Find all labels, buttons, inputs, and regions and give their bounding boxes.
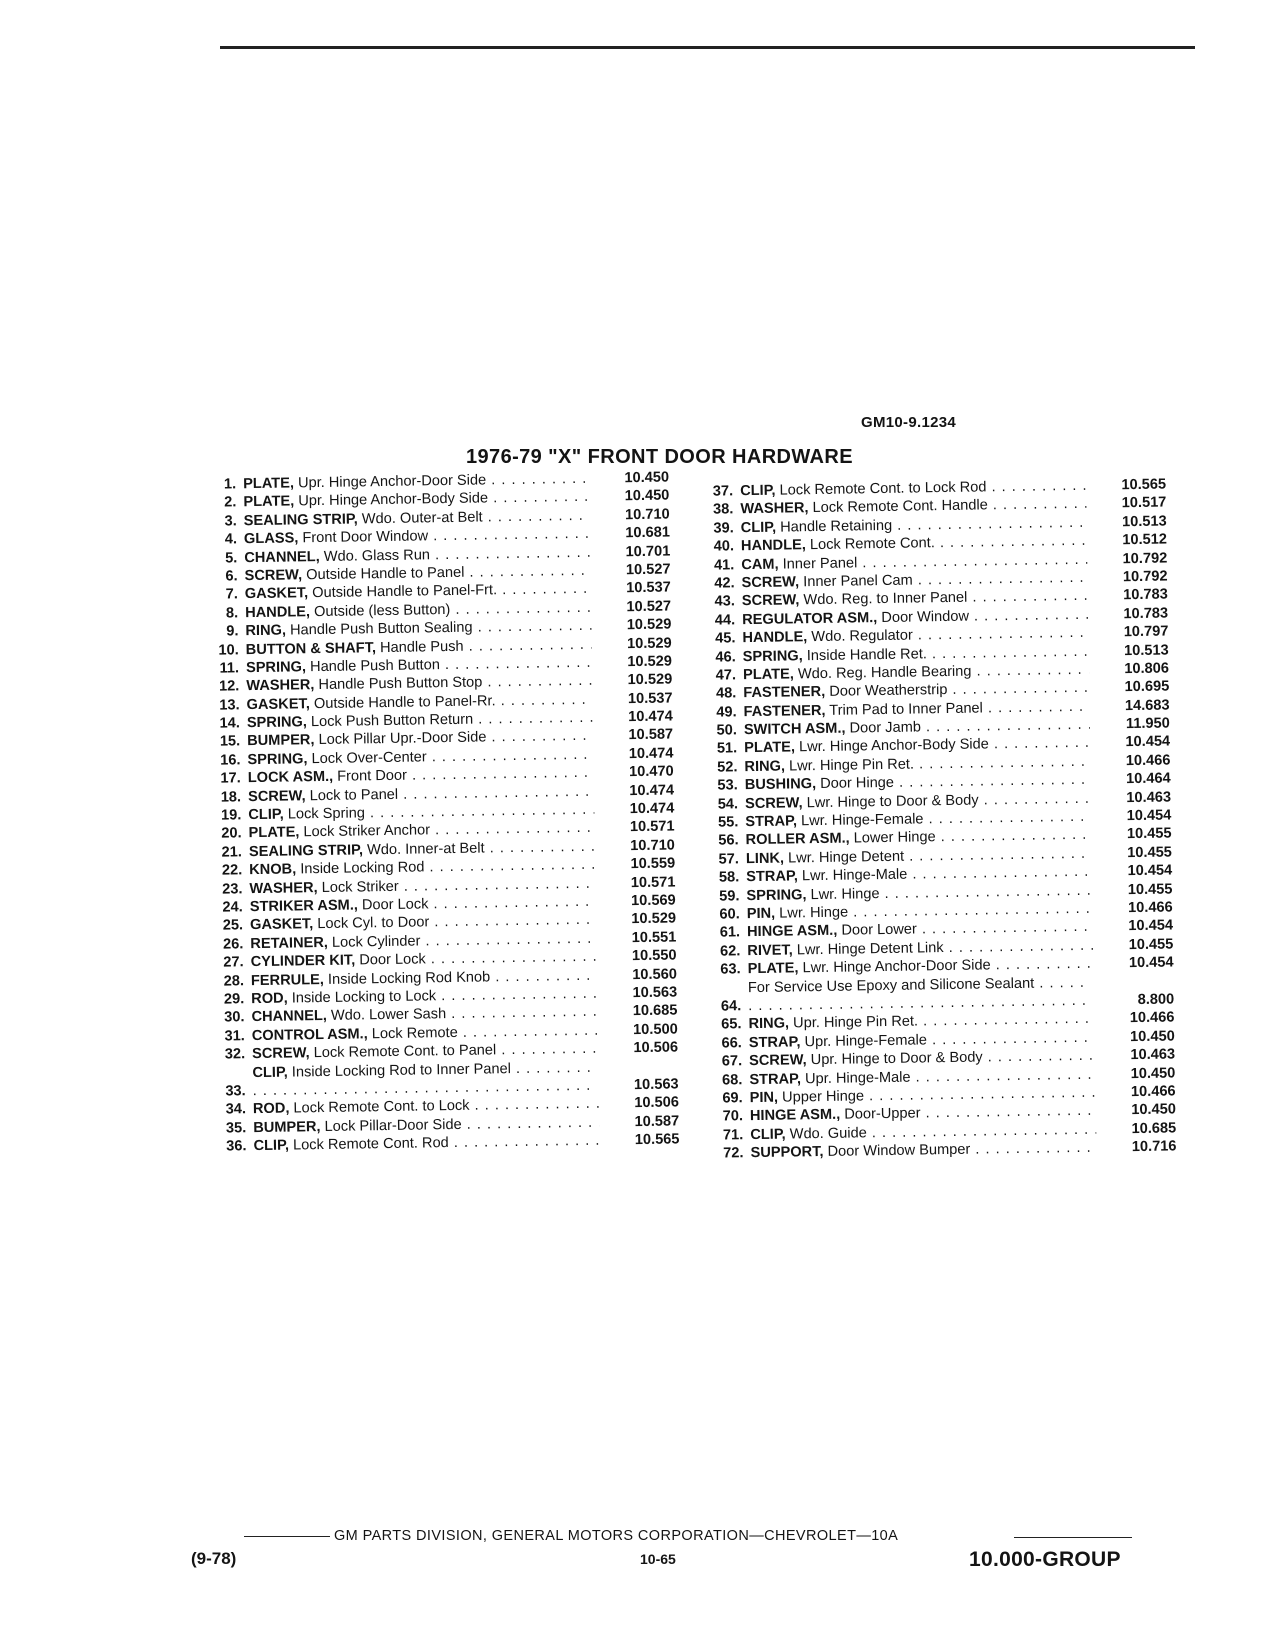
part-name: CLIP, [750, 1126, 786, 1143]
part-detail: Handle Push [379, 638, 464, 656]
part-number: 71. [722, 1126, 744, 1144]
part-detail: Wdo. Lower Sash [330, 1006, 447, 1025]
part-name: SUPPORT, [750, 1144, 824, 1162]
part-detail: Inside Locking to Lock [291, 988, 437, 1007]
page-number: 10-65 [640, 1551, 676, 1567]
part-detail: Outside (less Button) [313, 601, 451, 620]
group-code: 14.683 [1124, 697, 1170, 714]
part-number: 12. [218, 678, 240, 695]
part-number: 34. [225, 1101, 247, 1118]
part-name: SCREW, [247, 787, 306, 805]
part-detail: Door Lock [361, 896, 429, 914]
part-name: STRIKER ASM., [249, 897, 359, 916]
group-code: 10.474 [628, 708, 673, 726]
part-name: RETAINER, [250, 934, 329, 952]
group-code: 10.529 [627, 671, 673, 689]
parts-list-right [689, 475, 1180, 1163]
part-detail: Lwr. Hinge [810, 885, 880, 903]
revision-date: (9-78) [191, 1549, 237, 1568]
part-detail: Wdo. Reg. Handle Bearing [797, 663, 972, 683]
part-name: PIN, [746, 905, 776, 923]
part-detail: Upr. Hinge-Female [804, 1032, 928, 1050]
group-code: 10.565 [634, 1131, 680, 1149]
part-name: WASHER, [740, 500, 809, 518]
group-code: 10.463 [1130, 1046, 1176, 1064]
part-detail: Door Lock [359, 951, 426, 969]
part-detail: Lwr. Hinge Detent [787, 848, 905, 867]
group-code: 10.681 [625, 524, 671, 542]
part-number: 53. [717, 777, 738, 794]
part-number: 8. [225, 605, 239, 622]
part-detail: Inside Locking Rod to Inner Panel [291, 1060, 512, 1081]
part-number: 45. [715, 630, 736, 647]
group-code: 10.455 [1127, 881, 1173, 898]
part-detail: Wdo. Glass Run [323, 546, 431, 565]
part-detail: Lock Spring [287, 805, 366, 823]
group-code: 10.450 [624, 469, 670, 487]
part-name: ROD, [252, 1100, 290, 1118]
part-detail: Door-Upper [844, 1105, 921, 1123]
group-code: 10.466 [1125, 752, 1171, 770]
part-name: PLATE, [747, 960, 799, 978]
group-code: 10.685 [632, 1002, 678, 1020]
part-number: 37. [712, 483, 734, 500]
part-detail: Lock Striker [321, 878, 399, 896]
group-code: 10.450 [1131, 1101, 1177, 1119]
part-number: 60. [719, 906, 740, 923]
part-detail: Lock Push Button Return [310, 711, 474, 731]
part-number: 61. [719, 924, 741, 941]
group-code: 10.450 [1130, 1064, 1176, 1082]
part-number: 63. [720, 961, 741, 978]
part-number: 20. [221, 825, 242, 842]
part-name: STRAP, [749, 1070, 802, 1088]
part-number: 25. [222, 917, 244, 934]
group-code: 10.551 [631, 929, 677, 946]
part-number: 64. [720, 998, 742, 1015]
part-number: 13. [219, 696, 240, 714]
part-detail: Handle Push Button Stop [318, 674, 483, 694]
part-description [252, 1058, 599, 1100]
part-detail: Door Hinge [820, 775, 895, 793]
part-number: 27. [223, 954, 244, 971]
group-code: 10.563 [633, 1076, 679, 1094]
part-number: 55. [717, 814, 739, 831]
part-description [748, 973, 1095, 1015]
part-number: 47. [715, 667, 737, 684]
part-name: PIN, [749, 1089, 779, 1107]
part-number: 36. [226, 1138, 247, 1155]
group-code: 10.806 [1124, 660, 1170, 678]
group-code: 10.464 [1125, 770, 1171, 788]
part-name: PLATE, [248, 824, 300, 842]
part-name: PLATE, [243, 475, 295, 493]
part-number: 9. [226, 623, 239, 640]
part-detail: Upr. Hinge Anchor-Body Side [298, 490, 489, 510]
part-number: 50. [716, 722, 738, 739]
part-detail: Front Door Window [302, 528, 429, 547]
group-code: 10.792 [1122, 568, 1168, 586]
part-name: SEALING STRIP, [243, 511, 358, 529]
part-detail: Handle Push Button [309, 657, 441, 676]
group-code: 8.800 [1137, 991, 1175, 1008]
part-name: SCREW, [251, 1045, 310, 1063]
part-name: CHANNEL, [244, 548, 320, 566]
group-code: 10.454 [1128, 917, 1174, 935]
part-name: PLATE, [744, 739, 796, 757]
part-number: 21. [221, 844, 243, 861]
part-detail: Wdo. Reg. to Inner Panel [803, 589, 968, 609]
part-detail: Lock Remote Cont. to Panel [313, 1042, 497, 1062]
part-name: BUMPER, [247, 732, 315, 750]
part-detail: Lwr. Hinge-Male [801, 866, 908, 885]
part-name: HINGE ASM., [749, 1106, 841, 1125]
part-number: 67. [721, 1053, 743, 1070]
part-detail: Door Window Bumper [827, 1141, 971, 1160]
group-code: 10.454 [1127, 862, 1173, 880]
group-code: 10.559 [630, 855, 676, 873]
part-detail: Upr. Hinge to Door & Body [810, 1049, 983, 1069]
part-number: 68. [721, 1071, 743, 1089]
part-name: SPRING, [245, 659, 307, 677]
group-code: 10.529 [631, 910, 677, 928]
part-name: SPRING, [742, 647, 803, 665]
part-number: 48. [715, 685, 737, 702]
part-number: 31. [224, 1027, 245, 1045]
part-name: HINGE ASM., [746, 923, 838, 941]
part-detail: Lwr. Hinge to Door & Body [806, 792, 979, 811]
part-name: HANDLE, [740, 537, 806, 555]
group-code: 10.537 [626, 579, 671, 597]
reference-code: GM10-9.1234 [861, 414, 957, 431]
part-number: 18. [220, 788, 242, 806]
part-detail: Lock Cylinder [331, 933, 421, 951]
part-number: 26. [222, 936, 244, 953]
part-number: 24. [222, 899, 243, 916]
part-number: 43. [714, 593, 735, 610]
part-name: CHANNEL, [251, 1008, 328, 1026]
group-code: 10.527 [626, 598, 672, 615]
part-number: 22. [221, 862, 243, 879]
group-code: 10.454 [1128, 954, 1174, 972]
part-detail: Lock Remote Cont. to Lock Rod [779, 479, 987, 499]
group-code: 10.450 [624, 487, 670, 505]
group-code: 10.710 [630, 837, 675, 854]
part-detail: Wdo. Outer-at Belt [361, 509, 483, 528]
part-number: 59. [719, 887, 740, 905]
part-number: 69. [722, 1090, 743, 1107]
part-number: 1. [223, 476, 237, 493]
group-code: 10.466 [1130, 1083, 1176, 1101]
part-detail: Upper Hinge [781, 1088, 865, 1106]
group-code: 10.529 [626, 616, 672, 634]
part-name: LOCK ASM., [247, 769, 334, 787]
part-detail: Wdo. Regulator [811, 627, 913, 646]
part-name: SPRING, [247, 751, 308, 769]
part-number: 56. [718, 832, 739, 849]
part-detail: Lock Striker Anchor [303, 822, 431, 841]
top-rule [220, 46, 1195, 49]
part-name: ROD, [251, 990, 288, 1008]
footer-rule [1014, 1537, 1132, 1538]
part-name: SCREW, [744, 794, 803, 812]
part-detail: Upr. Hinge-Male [804, 1069, 911, 1087]
part-name: SPRING, [746, 886, 807, 904]
part-detail: Inside Locking Rod [300, 859, 425, 878]
part-detail: Wdo. Inner-at Belt [366, 840, 485, 859]
part-detail: Lock to Panel [309, 786, 399, 804]
part-number: 30. [224, 1009, 245, 1026]
part-number: 16. [220, 752, 241, 769]
group-code: 10.792 [1122, 550, 1168, 567]
group-code: 10.587 [628, 726, 674, 744]
group-code: 10.470 [628, 763, 674, 781]
part-number: 65. [721, 1016, 742, 1033]
part-detail: Lwr. Hinge Detent Link [796, 939, 944, 959]
group-code: 10.571 [629, 818, 675, 836]
group-code: 10.517 [1121, 494, 1167, 512]
group-code: 10.565 [1121, 476, 1167, 494]
group-code: 10.560 [632, 965, 678, 983]
part-number: 42. [714, 575, 735, 592]
part-name: PLATE, [243, 493, 295, 511]
part-number: 7. [225, 586, 238, 603]
group-code: 11.950 [1125, 715, 1170, 733]
group-code: 10.513 [1123, 641, 1169, 659]
part-detail: Handle Retaining [780, 517, 893, 536]
part-name: STRAP, [745, 813, 798, 831]
part-name: GLASS, [243, 530, 299, 548]
part-number: 46. [715, 648, 736, 666]
part-name: KNOB, [249, 861, 297, 879]
part-name: SCREW, [741, 574, 800, 592]
parts-list-left [192, 468, 683, 1156]
part-detail: Lower Hinge [853, 829, 936, 847]
part-name: CONTROL ASM., [251, 1026, 368, 1044]
part-number: 11. [219, 660, 240, 677]
part-number: 44. [714, 612, 736, 629]
group-code: 10.455 [1128, 936, 1174, 953]
part-detail: Trim Pad to Inner Panel [829, 700, 983, 719]
part-detail: Lwr. Hinge-Female [800, 811, 924, 830]
part-number: 62. [719, 943, 741, 960]
part-name: GASKET, [249, 916, 314, 934]
group-code: 10.716 [1131, 1138, 1177, 1156]
group-code: 10.695 [1124, 678, 1170, 696]
part-detail: Handle Push Button Sealing [289, 619, 473, 639]
part-detail: Lwr. Hinge Pin Ret. [788, 756, 915, 775]
part-name: SEALING STRIP, [248, 842, 364, 860]
part-name: RING, [748, 1015, 790, 1033]
part-number: 3. [224, 513, 237, 530]
part-detail: Lock Remote [371, 1024, 458, 1042]
group-code: 10.500 [632, 1021, 678, 1038]
part-detail: Upr. Hinge Pin Ret. [792, 1013, 919, 1032]
part-number: 2. [224, 494, 237, 511]
part-number: 66. [721, 1034, 742, 1052]
part-detail: Lock Remote Cont. [809, 535, 935, 554]
part-name: CLIP, [248, 806, 284, 824]
group-code: 10.463 [1126, 789, 1172, 806]
page-title: 1976-79 "X" FRONT DOOR HARDWARE [466, 446, 853, 468]
part-name: HANDLE, [245, 603, 311, 621]
part-name: RING, [245, 622, 287, 640]
part-name: FASTENER, [743, 684, 826, 702]
part-detail: Lock Cyl. to Door [317, 914, 430, 933]
part-name: CLIP, [740, 519, 777, 536]
group-code: 10.474 [629, 800, 675, 818]
part-name: STRAP, [746, 868, 798, 886]
part-name: CAM, [741, 556, 779, 573]
part-detail: Outside Handle to Panel-Rr. [313, 692, 496, 712]
part-number: 28. [223, 972, 245, 990]
part-name: RIVET, [747, 942, 793, 959]
part-number: 35. [225, 1119, 247, 1137]
part-name: ROLLER ASM., [745, 830, 850, 849]
part-number: 4. [224, 531, 238, 548]
part-detail: Lock Remote Cont. Handle [812, 497, 988, 517]
part-name: SCREW, [244, 567, 303, 585]
part-name: SWITCH ASM., [743, 720, 846, 739]
part-number: 5. [224, 549, 238, 567]
part-number: 6. [225, 568, 238, 585]
group-code: 10.571 [630, 874, 676, 891]
part-detail: For Service Use Epoxy and Silicone Sealant [747, 975, 1035, 996]
part-number: 58. [718, 869, 740, 886]
group-code: 10.455 [1126, 825, 1172, 843]
part-detail: Lock Pillar Upr.-Door Side [318, 729, 487, 749]
group-code: 10.529 [626, 634, 672, 652]
group-code: 10.455 [1127, 844, 1172, 861]
part-name: WASHER, [249, 879, 318, 897]
part-detail: Door Lower [841, 921, 917, 940]
group-code: 10.450 [1129, 1028, 1175, 1045]
part-number: 57. [718, 851, 740, 868]
part-detail: Front Door [337, 767, 408, 785]
part-detail: Lock Remote Cont. to Lock [293, 1098, 470, 1117]
part-number: 52. [717, 759, 738, 776]
part-detail: Upr. Hinge Anchor-Door Side [297, 472, 487, 492]
part-number: 33. [225, 1083, 246, 1100]
group-code: 10.797 [1123, 623, 1169, 641]
part-name: SCREW, [741, 592, 800, 610]
part-name: BUMPER, [253, 1118, 321, 1136]
part-name: SCREW, [748, 1052, 807, 1070]
part-detail: Lwr. Hinge Anchor-Door Side [802, 957, 991, 977]
part-name: CYLINDER KIT, [250, 952, 356, 971]
part-number: 17. [220, 770, 241, 787]
part-detail: Wdo. Guide [789, 1124, 867, 1143]
group-code: 10.527 [625, 561, 671, 579]
group-code: 10.529 [627, 653, 673, 671]
group-code: 10.587 [634, 1113, 680, 1130]
part-detail: Door Weatherstrip [829, 682, 948, 701]
part-number: 72. [723, 1145, 744, 1162]
group-code: 10.474 [629, 782, 675, 799]
part-detail: Lock Over-Center [311, 749, 427, 768]
part-detail: Inside Handle Ret. [806, 645, 927, 664]
part-number: 10. [218, 641, 239, 659]
part-number: 14. [219, 715, 241, 732]
group-code: 10.710 [624, 506, 670, 523]
part-name: BUTTON & SHAFT, [245, 639, 377, 658]
part-number: 54. [717, 795, 739, 813]
part-name: FERRULE, [250, 971, 325, 989]
part-number: 32. [224, 1046, 246, 1063]
part-name: RING, [744, 758, 786, 776]
footer-division: GM PARTS DIVISION, GENERAL MOTORS CORPORATION—CHEVROLET—10A [334, 1528, 899, 1544]
part-name: PLATE, [742, 666, 794, 684]
part-number: 29. [223, 991, 245, 1008]
part-name: STRAP, [748, 1034, 801, 1051]
group-code: 10.537 [627, 690, 673, 707]
part-name: REGULATOR ASM., [742, 609, 878, 628]
part-name: LINK, [745, 850, 785, 867]
part-number: 19. [220, 807, 242, 824]
group-code: 10.783 [1123, 605, 1169, 622]
group-code: 10.569 [630, 892, 676, 910]
part-detail: Inner Panel [782, 554, 858, 573]
part-name: CLIP, [252, 1064, 288, 1081]
part-number: 41. [713, 556, 735, 574]
part-name: SPRING, [246, 714, 308, 732]
part-detail: Lock Pillar-Door Side [324, 1116, 462, 1135]
part-name: FASTENER, [743, 702, 826, 720]
part-number: 49. [716, 703, 737, 721]
group-code: 10.512 [1122, 531, 1168, 549]
part-detail: Lwr. Hinge Anchor-Body Side [798, 736, 989, 756]
part-name: GASKET, [246, 695, 310, 713]
part-number: 15. [219, 733, 241, 751]
part-name: GASKET, [244, 585, 309, 603]
part-detail: Inside Locking Rod Knob [327, 968, 491, 988]
part-name: CLIP, [740, 482, 776, 500]
part-name: BUSHING, [744, 776, 817, 794]
group-code: 10.474 [628, 745, 674, 763]
group-code: 10.466 [1129, 1009, 1175, 1027]
part-detail: Door Jamb [849, 719, 922, 737]
part-name: HANDLE, [742, 629, 808, 647]
part-name: WASHER, [246, 677, 315, 695]
part-detail: Outside Handle to Panel-Frt. [312, 582, 498, 602]
part-number: 38. [713, 501, 734, 518]
group-code: 10.466 [1127, 899, 1173, 917]
group-code: 10.685 [1131, 1120, 1177, 1137]
part-detail: Inner Panel Cam [803, 572, 913, 591]
part-number: 51. [716, 740, 738, 758]
part-detail: Lock Remote Cont. Rod [292, 1135, 449, 1154]
group-code: 10.783 [1123, 586, 1168, 604]
group-code: 10.506 [633, 1039, 679, 1057]
part-number: 39. [713, 520, 734, 537]
group-label: 10.000-GROUP [969, 1548, 1121, 1571]
group-code: 10.454 [1125, 733, 1171, 751]
part-number: 70. [722, 1108, 744, 1125]
group-code: 10.550 [631, 947, 677, 965]
part-detail: Lwr. Hinge [779, 904, 849, 922]
group-code: 10.506 [634, 1094, 680, 1112]
part-detail: Outside Handle to Panel [306, 564, 465, 584]
part-detail: Door Window [881, 608, 970, 626]
part-number: 23. [222, 880, 243, 898]
part-name: CLIP, [253, 1137, 290, 1155]
group-code: 10.563 [632, 984, 678, 1002]
group-code: 10.701 [625, 543, 671, 560]
group-code: 10.513 [1121, 513, 1167, 530]
group-code: 10.454 [1126, 807, 1172, 825]
part-number: 40. [713, 538, 735, 555]
